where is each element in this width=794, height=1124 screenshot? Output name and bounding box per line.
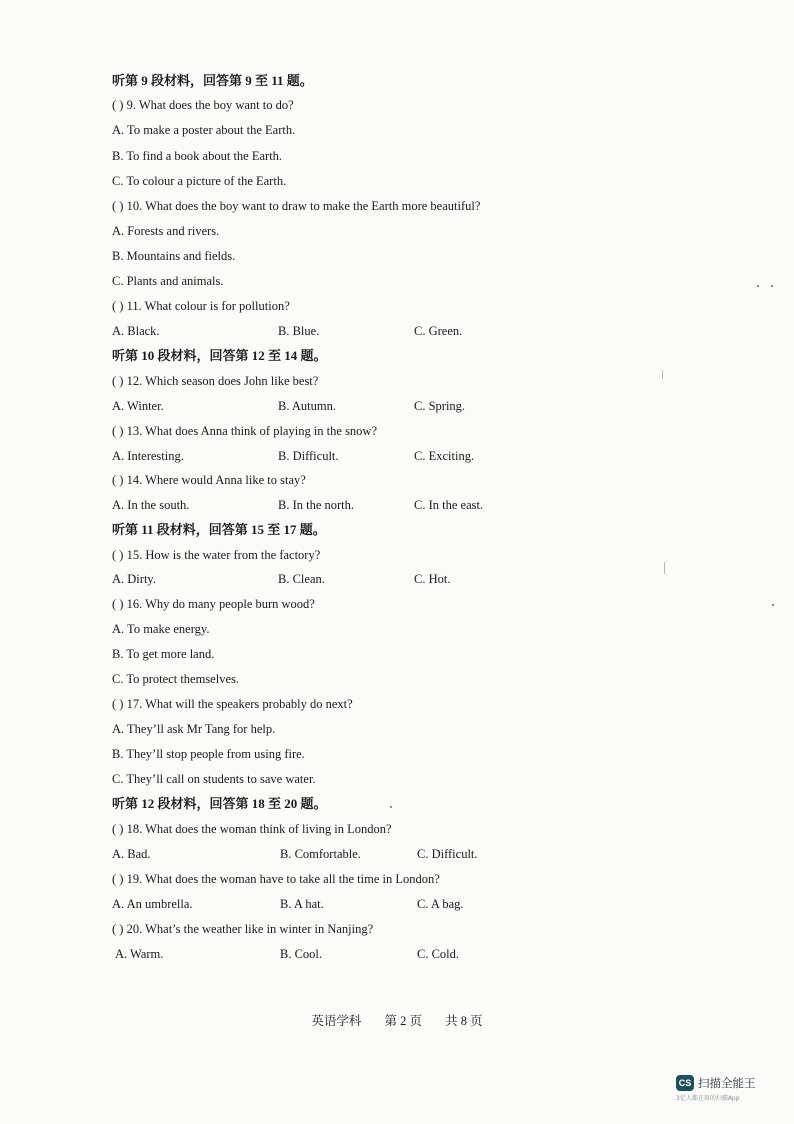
option-20b: B. Cool. <box>280 947 323 961</box>
option-18c: C. Difficult. <box>417 847 478 861</box>
section-heading: 听第 12 段材料，回答第 18 至 20 题。 <box>112 796 327 811</box>
option-16b: B. To get more land. <box>112 647 215 661</box>
scanner-tagline: 3亿人都在用的扫描App <box>676 1095 740 1102</box>
option-19b: B. A hat. <box>280 897 324 911</box>
option-13a: A. Interesting. <box>112 449 184 463</box>
question-15: ( ) 15. How is the water from the factory? <box>112 548 321 562</box>
option-13b: B. Difficult. <box>278 449 339 463</box>
option-12c: C. Spring. <box>414 399 466 413</box>
option-11b: B. Blue. <box>278 324 320 338</box>
option-19a: A. An umbrella. <box>112 897 193 911</box>
option-15c: C. Hot. <box>414 572 451 586</box>
option-16a: A. To make energy. <box>112 622 210 636</box>
footer-page-number: 第 2 页 <box>384 1014 422 1028</box>
option-10a: A. Forests and rivers. <box>112 224 220 238</box>
option-17a: A. They’ll ask Mr Tang for help. <box>112 722 276 736</box>
option-18a: A. Bad. <box>112 847 151 861</box>
option-12b: B. Autumn. <box>278 399 336 413</box>
option-17c: C. They’ll call on students to save water. <box>112 772 316 786</box>
option-17b: B. They’ll stop people from using fire. <box>112 747 305 761</box>
option-9b: B. To find a book about the Earth. <box>112 149 283 163</box>
scan-speck <box>757 285 759 287</box>
scan-speck <box>390 806 392 808</box>
section-heading: 听第 10 段材料，回答第 12 至 14 题。 <box>112 348 327 363</box>
option-10c: C. Plants and animals. <box>112 274 224 288</box>
question-9: ( ) 9. What does the boy want to do? <box>112 98 294 112</box>
option-11c: C. Green. <box>414 324 463 338</box>
option-12a: A. Winter. <box>112 399 164 413</box>
option-20a: A. Warm. <box>115 947 164 961</box>
camscanner-logo-icon: CS <box>676 1075 694 1091</box>
option-15b: B. Clean. <box>278 572 325 586</box>
option-9c: C. To colour a picture of the Earth. <box>112 174 287 188</box>
question-13: ( ) 13. What does Anna think of playing in the snow? <box>112 424 378 438</box>
option-20c: C. Cold. <box>417 947 460 961</box>
option-10b: B. Mountains and fields. <box>112 249 236 263</box>
question-12: ( ) 12. Which season does John like best? <box>112 374 319 388</box>
scan-mark <box>662 370 663 379</box>
option-18b: B. Comfortable. <box>280 847 361 861</box>
scanner-app-name: 扫描全能王 <box>698 1076 756 1090</box>
question-20: ( ) 20. What’s the weather like in winter in Nanjing? <box>112 922 374 936</box>
scanner-watermark <box>676 1075 776 1109</box>
scan-speck <box>772 604 774 606</box>
page-footer <box>0 1013 794 1029</box>
question-14: ( ) 14. Where would Anna like to stay? <box>112 473 306 487</box>
question-10: ( ) 10. What does the boy want to draw to make the Earth more beautiful? <box>112 199 481 213</box>
scan-mark <box>664 562 665 574</box>
question-17: ( ) 17. What will the speakers probably do next? <box>112 697 353 711</box>
option-14b: B. In the north. <box>278 498 355 512</box>
option-9a: A. To make a poster about the Earth. <box>112 123 296 137</box>
section-heading: 听第 11 段材料，回答第 15 至 17 题。 <box>112 522 326 537</box>
option-14a: A. In the south. <box>112 498 190 512</box>
option-13c: C. Exciting. <box>414 449 475 463</box>
option-16c: C. To protect themselves. <box>112 672 239 686</box>
footer-total-pages: 共 8 页 <box>445 1014 483 1028</box>
option-14c: C. In the east. <box>414 498 484 512</box>
question-19: ( ) 19. What does the woman have to take all the time in London? <box>112 872 440 886</box>
option-11a: A. Black. <box>112 324 160 338</box>
question-11: ( ) 11. What colour is for pollution? <box>112 299 290 313</box>
section-heading: 听第 9 段材料，回答第 9 至 11 题。 <box>112 73 313 88</box>
option-19c: C. A bag. <box>417 897 464 911</box>
question-16: ( ) 16. Why do many people burn wood? <box>112 597 315 611</box>
footer-subject: 英语学科 <box>311 1014 362 1028</box>
option-15a: A. Dirty. <box>112 572 156 586</box>
question-18: ( ) 18. What does the woman think of living in London? <box>112 822 392 836</box>
scan-speck <box>771 285 773 287</box>
